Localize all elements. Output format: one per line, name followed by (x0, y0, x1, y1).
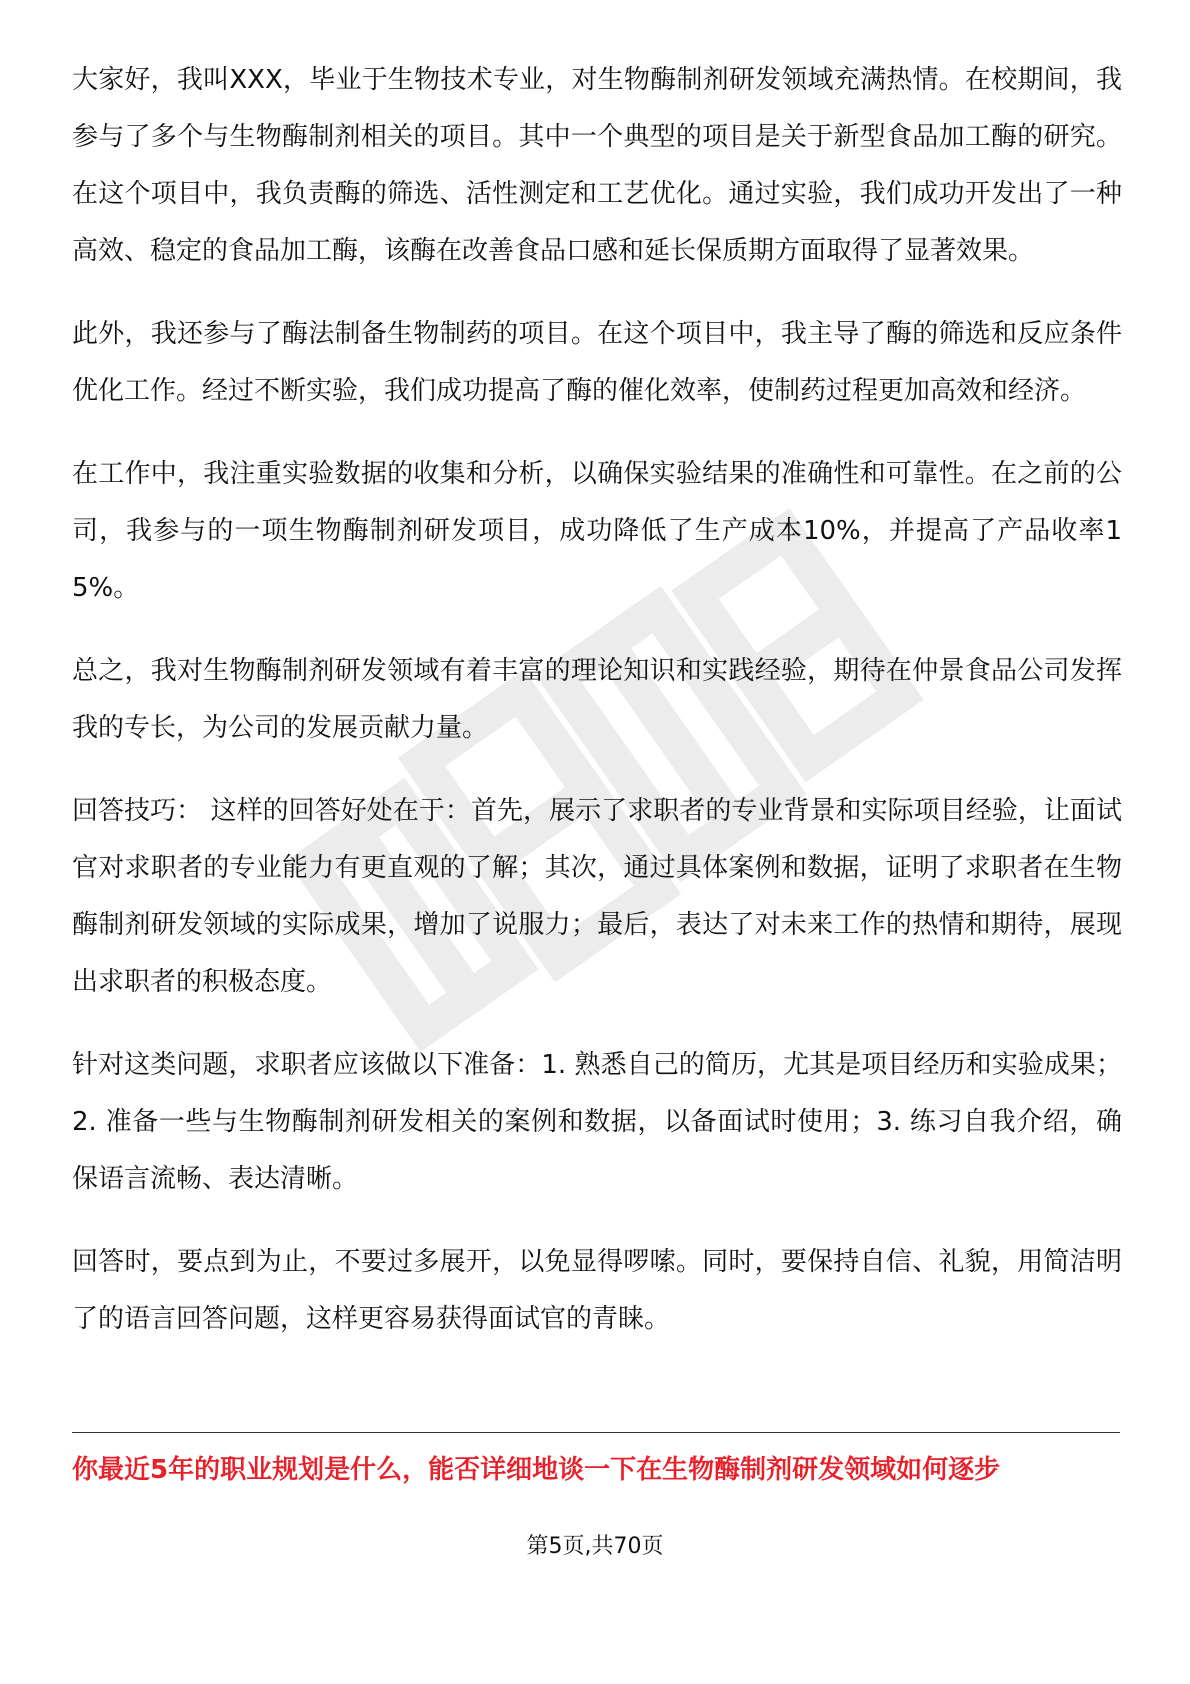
paragraph-summary: 总之，我对生物酶制剂研发领域有着丰富的理论知识和实践经验，期待在仲景食品公司发挥我的专长，为公司的发展贡献力量。 (72, 656, 1122, 743)
document-body (72, 52, 1122, 1374)
paragraph-answer-advice: 回答时，要点到为止，不要过多展开，以免显得啰嗦。同时，要保持自信、礼貌，用简洁明了的语言回答问题，这样更容易获得面试官的青睐。 (72, 1247, 1122, 1334)
paragraph-intro: 大家好，我叫XXX，毕业于生物技术专业，对生物酶制剂研发领域充满热情。在校期间，我参与了多个与生物酶制剂相关的项目。其中一个典型的项目是关于新型食品加工酶的研究。在这个项目中，我负责酶的筛选、活性测定和工艺优化。通过实验，我们成功开发出了一种高效、稳定的食品加工酶，该酶在改善食品口感和延长保质期方面取得了显著效果。 (72, 65, 1122, 266)
paragraph-preparation: 针对这类问题，求职者应该做以下准备：1. 熟悉自己的简历，尤其是项目经历和实验成果；2. 准备一些与生物酶制剂研发相关的案例和数据，以备面试时使用；3. 练习自我介绍，确保语言流畅、表达清晰。 (72, 1050, 1122, 1194)
paragraph-pharma-project: 此外，我还参与了酶法制备生物制药的项目。在这个项目中，我主导了酶的筛选和反应条件优化工作。经过不断实验，我们成功提高了酶的催化效率，使制药过程更加高效和经济。 (72, 319, 1122, 406)
paragraph-answer-tips: 回答技巧： 这样的回答好处在于：首先，展示了求职者的专业背景和实际项目经验，让面试官对求职者的专业能力有更直观的了解；其次，通过具体案例和数据，证明了求职者在生物酶制剂研发领域的实际成果，增加了说服力；最后，表达了对未来工作的热情和期待，展现出求职者的积极态度。 (72, 796, 1122, 997)
paragraph-work-results: 在工作中，我注重实验数据的收集和分析，以确保实验结果的准确性和可靠性。在之前的公司，我参与的一项生物酶制剂研发项目，成功降低了生产成本10%，并提高了产品收率15%。 (72, 459, 1122, 603)
page-number: 第5页,共70页 (526, 1534, 664, 1559)
next-question-heading: 你最近5年的职业规划是什么，能否详细地谈一下在生物酶制剂研发领域如何逐步 (72, 1455, 1001, 1485)
section-divider (72, 1432, 1120, 1433)
